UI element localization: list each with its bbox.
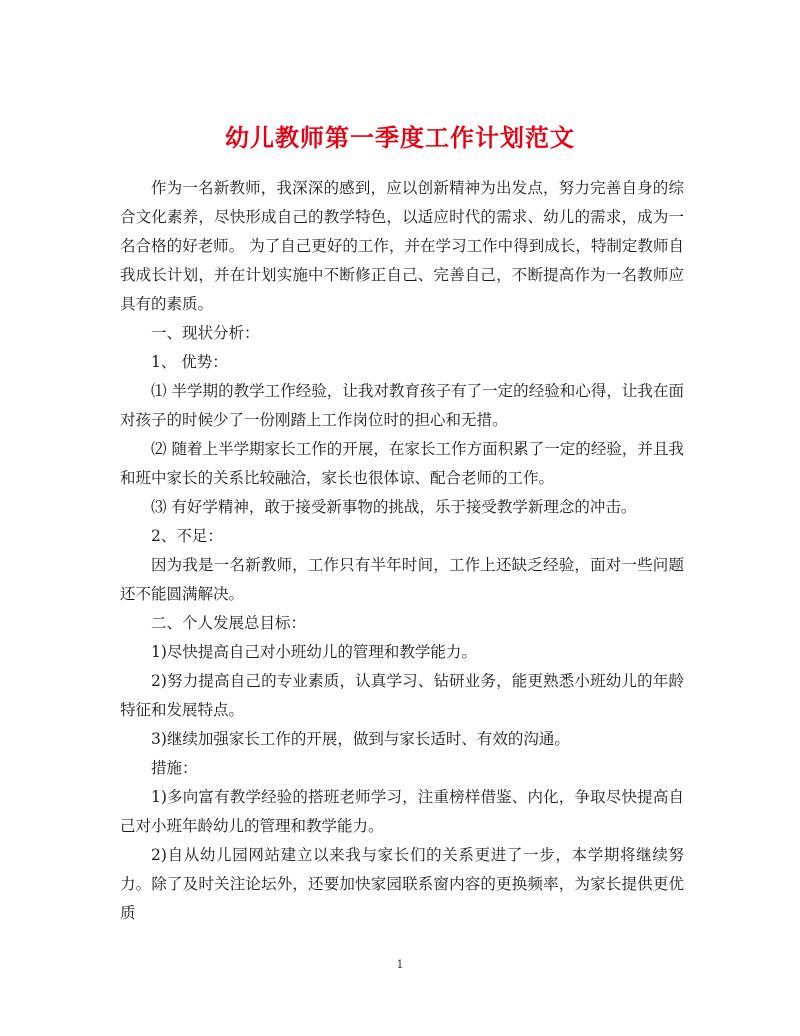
goal-item-1: 1)尽快提高自己对小班幼儿的管理和教学能力。 [151, 643, 477, 661]
heading-current-analysis: 一、现状分析： [151, 324, 260, 342]
subheading-weaknesses: 2、不足： [151, 527, 223, 545]
heading-measures: 措施： [151, 759, 198, 777]
heading-overall-goals: 二、个人发展总目标： [151, 614, 307, 632]
goal-item-2: 2)努力提高自己的专业素质，认真学习、钻研业务，能更熟悉小班幼儿的年龄特征和发展特点。 [120, 672, 684, 719]
subheading-strengths: 1、 优势： [151, 353, 228, 371]
measure-item-1: 1)多向富有教学经验的搭班老师学习，注重榜样借鉴、内化，争取尽快提高自己对小班年龄幼儿的管理和教学能力。 [120, 788, 684, 835]
paragraph-intro: 作为一名新教师，我深深的感到，应以创新精神为出发点，努力完善自身的综合文化素养，尽快形成自己的教学特色，以适应时代的需求、幼儿的需求，成为一名合格的好老师。 为了自己更好的工作，并在学习工作中得到成长，特制定教师自我成长计划，并在计划实施中不断修正自己、完善自己，不断提高作为一名教师应具有的素质。 [120, 179, 684, 313]
page-number: 1 [396, 958, 404, 971]
document-body [120, 174, 684, 928]
goal-item-3: 3)继续加强家长工作的开展，做到与家长适时、有效的沟通。 [151, 730, 570, 748]
weakness-text: 因为我是一名新教师，工作只有半年时间，工作上还缺乏经验，面对一些问题还不能圆满解决。 [120, 556, 684, 603]
strength-item-1: ⑴ 半学期的教学工作经验，让我对教育孩子有了一定的经验和心得，让我在面对孩子的时候少了一份刚踏上工作岗位时的担心和无措。 [120, 382, 684, 429]
strength-item-2: ⑵ 随着上半学期家长工作的开展，在家长工作方面积累了一定的经验，并且我和班中家长的关系比较融洽，家长也很体谅、配合老师的工作。 [120, 440, 684, 487]
measure-item-2: 2)自从幼儿园网站建立以来我与家长们的关系更进了一步，本学期将继续努力。除了及时关注论坛外，还要加快家园联系窗内容的更换频率，为家长提供更优质 [120, 846, 684, 922]
document-title: 幼儿教师第一季度工作计划范文 [225, 123, 575, 153]
strength-item-3: ⑶ 有好学精神，敢于接受新事物的挑战，乐于接受教学新理念的冲击。 [151, 498, 637, 516]
